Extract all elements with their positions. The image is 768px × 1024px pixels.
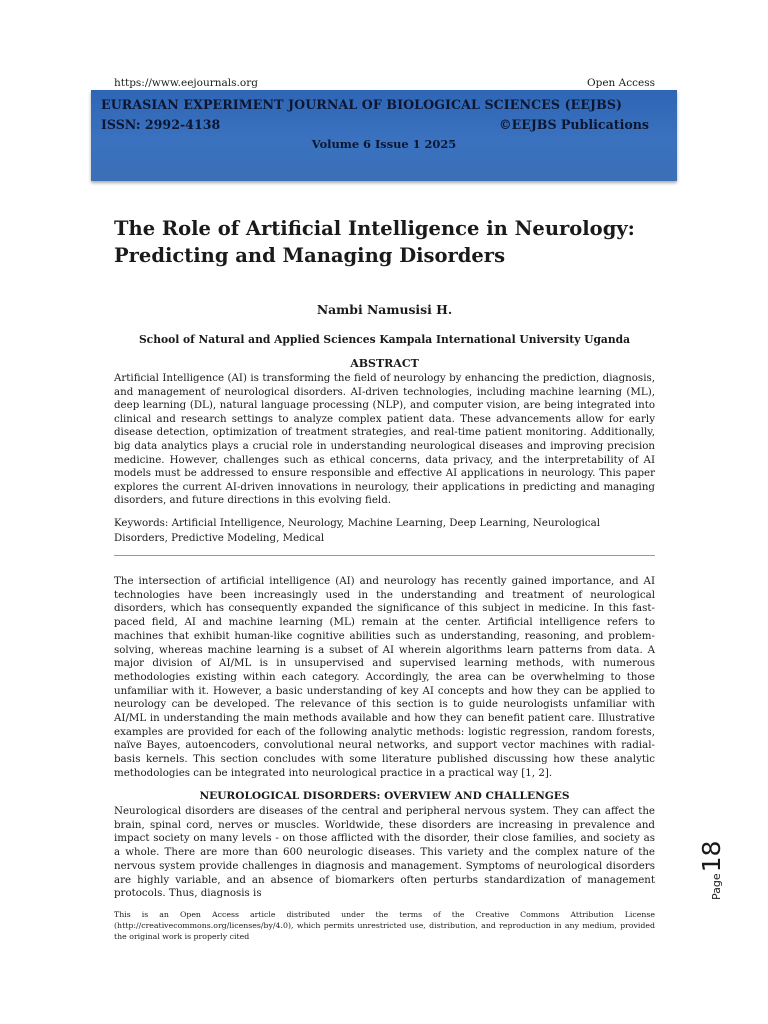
keywords: Keywords: Artificial Intelligence, Neurology, Machine Learning, Deep Learning, Neurological Disorders, Predictive Modeling, Medical xyxy=(114,517,601,544)
open-access-label: Open Access xyxy=(587,77,655,89)
issn: ISSN: 2992-4138 xyxy=(101,117,221,132)
intro-paragraph: The intersection of artificial intelligence (AI) and neurology has recently gained importance, and AI technologies have been increasingly used in the understanding and treatment of neurological disorders, which has consequently expanded the significance of this subject in medicine. In this fast-paced field, AI and machine learning (ML) remain at the center. Artificial intelligence refers to machines that exhibit human-like cognitive abilities such as understanding, reasoning, and problem-solving, whereas machine learning is a subset of AI wherein algorithms learn patterns from data. A major division of AI/ML is in unsupervised and supervised learning methods, with numerous methodologies existing within each category. Accordingly, the area can be overwhelming to those unfamiliar with it. However, a basic understanding of key AI concepts and how they can be applied to neurology can be developed. The relevance of this section is to guide neurologists unfamiliar with AI/ML in understanding the main methods available and how they can benefit patient care. Illustrative examples are provided for each of the following analytic methods: logistic regression, random forests, naïve Bayes, autoencoders, convolutional neural networks, and support vector machines with radial-basis kernels. This section concludes with some literature published discussing how these analytic methodologies can be integrated into neurological practice in a practical way [1, 2]. xyxy=(114,575,655,779)
license-footer: This is an Open Access article distributed under the terms of the Creative Commons Attribution License (http://creativecommons.org/licenses/by/4.0), which permits unrestricted use, distribution, and reproduction in any medium, provided the original work is properly cited xyxy=(114,910,655,941)
journal-name: EURASIAN EXPERIMENT JOURNAL OF BIOLOGICAL SCIENCES (EEJBS) xyxy=(101,97,623,112)
publisher: ©EEJBS Publications xyxy=(499,117,649,132)
abstract-text: Artificial Intelligence (AI) is transforming the field of neurology by enhancing the prediction, diagnosis, and management of neurological disorders. AI-driven technologies, including machine learning (ML), deep learning (DL), natural language processing (NLP), and computer vision, are being integrated into clinical and research settings to analyze complex patient data. These advancements allow for early disease detection, optimization of treatment strategies, and real-time patient monitoring. Additionally, big data analytics plays a crucial role in understanding neurological diseases and improving precision medicine. However, challenges such as ethical concerns, data privacy, and the interpretability of AI models must be addressed to ensure responsible and effective AI applications in neurology. This paper explores the current AI-driven innovations in neurology, their applications in predicting and managing disorders, and future directions in this evolving field. xyxy=(114,372,655,507)
journal-url[interactable]: https://www.eejournals.org xyxy=(114,77,258,89)
top-bar xyxy=(114,76,655,90)
section-heading: NEUROLOGICAL DISORDERS: OVERVIEW AND CHALLENGES xyxy=(199,790,570,802)
article-title: The Role of Artificial Intelligence in Neurology: Predicting and Managing Disorders xyxy=(114,217,635,267)
page-number-value: 18 xyxy=(697,840,726,873)
affiliation: School of Natural and Applied Sciences Kampala International University Uganda xyxy=(138,333,631,346)
section-divider xyxy=(114,555,655,556)
page-label: Page xyxy=(710,873,723,900)
page-number xyxy=(697,840,727,900)
section-paragraph: Neurological disorders are diseases of the central and peripheral nervous system. They can affect the brain, spinal cord, nerves or muscles. Worldwide, these disorders are increasing in prevalence and impact society on many levels - on those afflicted with the disorder, their close families, and society as a whole. There are more than 600 neurologic diseases. This variety and the complex nature of the nervous system provide challenges in diagnosis and management. Symptoms of neurological disorders are highly variable, and an absence of biomarkers often perturbs standardization of management protocols. Thus, diagnosis is xyxy=(114,805,655,900)
journal-banner xyxy=(91,90,677,181)
author-name: Nambi Namusisi H. xyxy=(316,302,453,317)
abstract-heading: ABSTRACT xyxy=(350,357,419,370)
volume-issue: Volume 6 Issue 1 2025 xyxy=(311,137,457,151)
